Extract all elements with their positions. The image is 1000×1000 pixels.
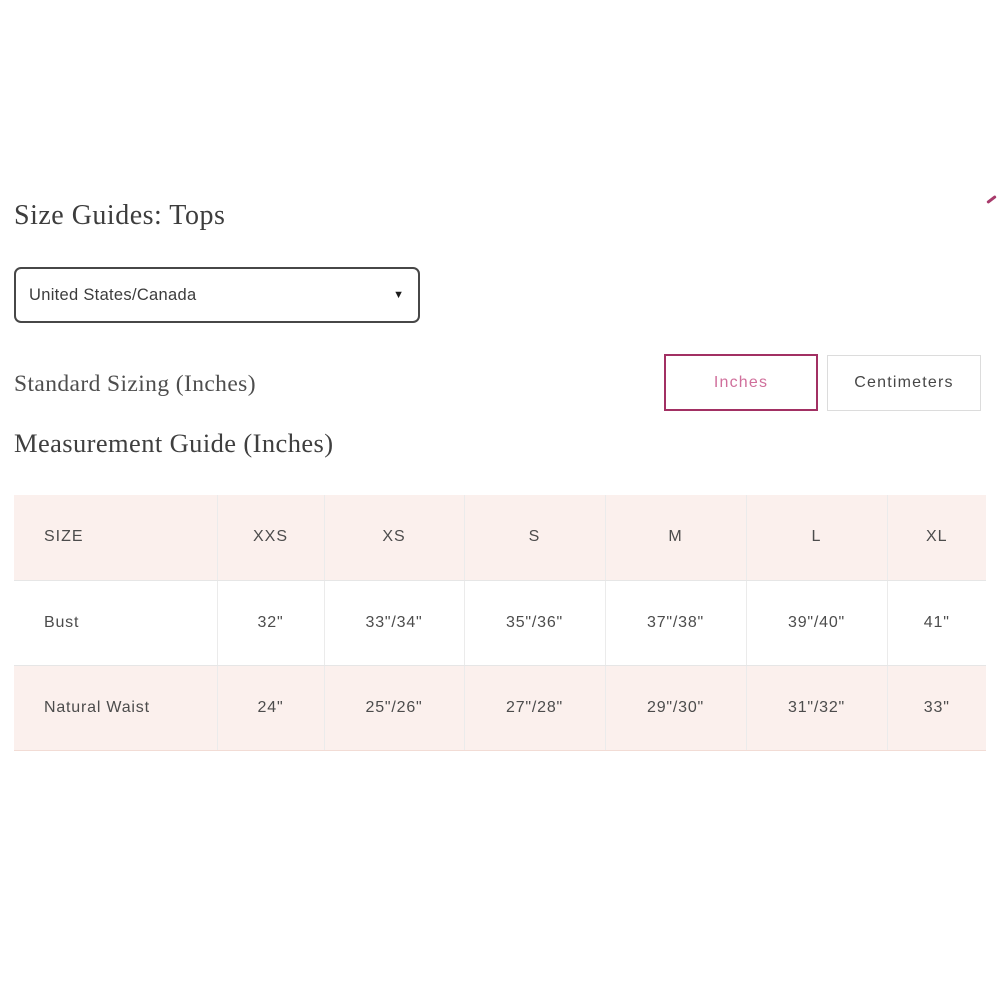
row-label: Natural Waist [14, 665, 217, 750]
cell-waist-xxs: 24" [217, 665, 324, 750]
cell-bust-m: 37"/38" [605, 580, 746, 665]
col-header-size: SIZE [14, 495, 217, 580]
cell-waist-xs: 25"/26" [324, 665, 464, 750]
cell-bust-xl: 41" [887, 580, 986, 665]
cell-waist-l: 31"/32" [746, 665, 887, 750]
col-header-s: S [464, 495, 605, 580]
cell-waist-xl: 33" [887, 665, 986, 750]
cell-bust-xxs: 32" [217, 580, 324, 665]
cell-waist-s: 27"/28" [464, 665, 605, 750]
measurement-guide-heading: Measurement Guide (Inches) [14, 428, 334, 458]
chevron-down-icon: ▼ [393, 289, 404, 301]
col-header-xl: XL [887, 495, 986, 580]
col-header-xxs: XXS [217, 495, 324, 580]
table-row-natural-waist [14, 665, 986, 750]
col-header-l: L [746, 495, 887, 580]
inches-button[interactable]: Inches [664, 354, 818, 411]
table-row-bust [14, 580, 986, 665]
col-header-xs: XS [324, 495, 464, 580]
cell-waist-m: 29"/30" [605, 665, 746, 750]
row-label: Bust [14, 580, 217, 665]
region-select-value: United States/Canada [29, 285, 197, 304]
unit-toggle [664, 354, 981, 411]
partial-pink-mark-icon [986, 195, 997, 204]
standard-sizing-heading: Standard Sizing (Inches) [14, 371, 256, 397]
table-header-row [14, 495, 986, 580]
cell-bust-s: 35"/36" [464, 580, 605, 665]
col-header-m: M [605, 495, 746, 580]
page-title: Size Guides: Tops [14, 200, 226, 231]
region-select[interactable] [14, 267, 420, 323]
cell-bust-l: 39"/40" [746, 580, 887, 665]
centimeters-button[interactable]: Centimeters [827, 355, 981, 411]
cell-bust-xs: 33"/34" [324, 580, 464, 665]
size-chart-table [14, 495, 986, 751]
